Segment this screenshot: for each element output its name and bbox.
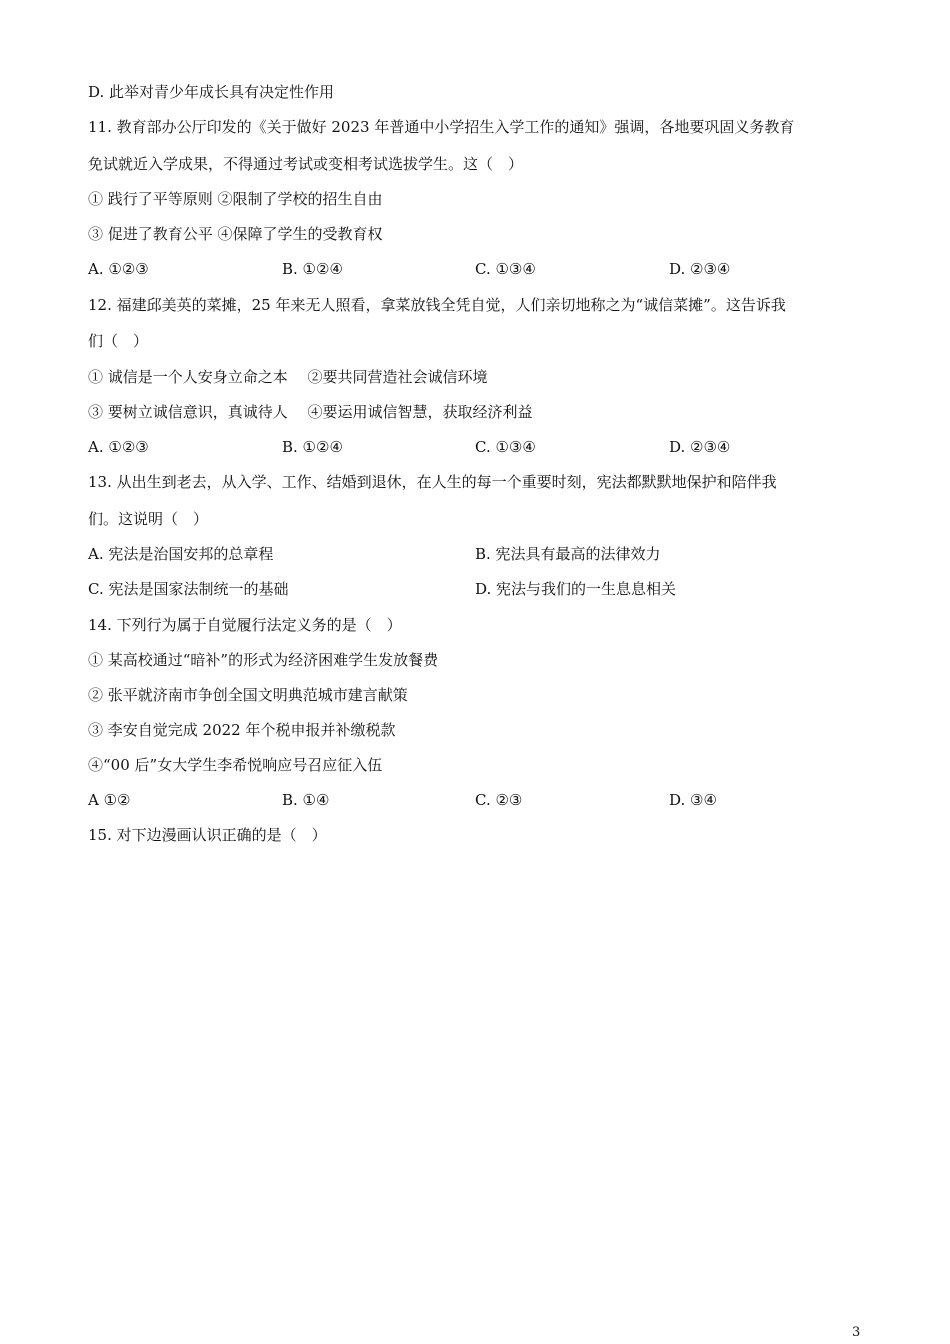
q14-statement-4: ④“00 后”女大学生李希悦响应号召应征入伍	[88, 756, 383, 774]
q12-statements-1: ① 诚信是一个人安身立命之本 ②要共同营造社会诚信环境	[88, 368, 488, 386]
q14-option-b: B. ①④	[282, 791, 330, 809]
q13-option-d: D. 宪法与我们的一生息息相关	[475, 580, 677, 598]
q13-stem-line1: 13. 从出生到老去，从入学、工作、结婚到退休，在人生的每一个重要时刻，宪法都默默地保护和陪伴我	[88, 473, 777, 491]
page-number: 3	[852, 1325, 861, 1340]
q14-statement-1: ① 某高校通过“暗补”的形式为经济困难学生发放餐费	[88, 651, 439, 669]
q12-stem-line1: 12. 福建邱美英的菜摊，25 年来无人照看，拿菜放钱全凭自觉，人们亲切地称之为“诚信菜摊”。这告诉我	[88, 296, 786, 314]
q11-option-a: A. ①②③	[88, 260, 149, 278]
q14-option-a: A ①②	[88, 791, 131, 809]
q13-stem-line2: 们。这说明（ ）	[88, 510, 209, 528]
q14-statement-2: ② 张平就济南市争创全国文明典范城市建言献策	[88, 686, 408, 704]
q12-option-b: B. ①②④	[282, 438, 343, 456]
q12-option-c: C. ①③④	[475, 438, 536, 456]
q11-statements-1: ① 践行了平等原则 ②限制了学校的招生自由	[88, 190, 383, 208]
q11-stem-line2: 免试就近入学成果，不得通过考试或变相考试选拔学生。这（ ）	[88, 155, 524, 173]
q10-option-d: D. 此举对青少年成长具有决定性作用	[88, 83, 335, 101]
q14-option-d: D. ③④	[669, 791, 717, 809]
q11-statements-2: ③ 促进了教育公平 ④保障了学生的受教育权	[88, 225, 383, 243]
q12-option-d: D. ②③④	[669, 438, 731, 456]
q14-stem: 14. 下列行为属于自觉履行法定义务的是（ ）	[88, 616, 402, 634]
q12-option-a: A. ①②③	[88, 438, 149, 456]
q11-stem-line1: 11. 教育部办公厅印发的《关于做好 2023 年普通中小学招生入学工作的通知》强调，各地要巩固义务教育	[88, 118, 795, 136]
q13-option-a: A. 宪法是治国安邦的总章程	[88, 545, 274, 563]
q11-option-c: C. ①③④	[475, 260, 536, 278]
q14-statement-3: ③ 李安自觉完成 2022 年个税申报并补缴税款	[88, 721, 396, 739]
q13-option-c: C. 宪法是国家法制统一的基础	[88, 580, 289, 598]
q15-stem: 15. 对下边漫画认识正确的是（ ）	[88, 826, 327, 844]
q11-option-d: D. ②③④	[669, 260, 731, 278]
q12-stem-line2: 们（ ）	[88, 332, 149, 350]
q13-option-b: B. 宪法具有最高的法律效力	[475, 545, 661, 563]
q11-option-b: B. ①②④	[282, 260, 343, 278]
q14-option-c: C. ②③	[475, 791, 523, 809]
q12-statements-2: ③ 要树立诚信意识，真诚待人 ④要运用诚信智慧，获取经济利益	[88, 403, 533, 421]
